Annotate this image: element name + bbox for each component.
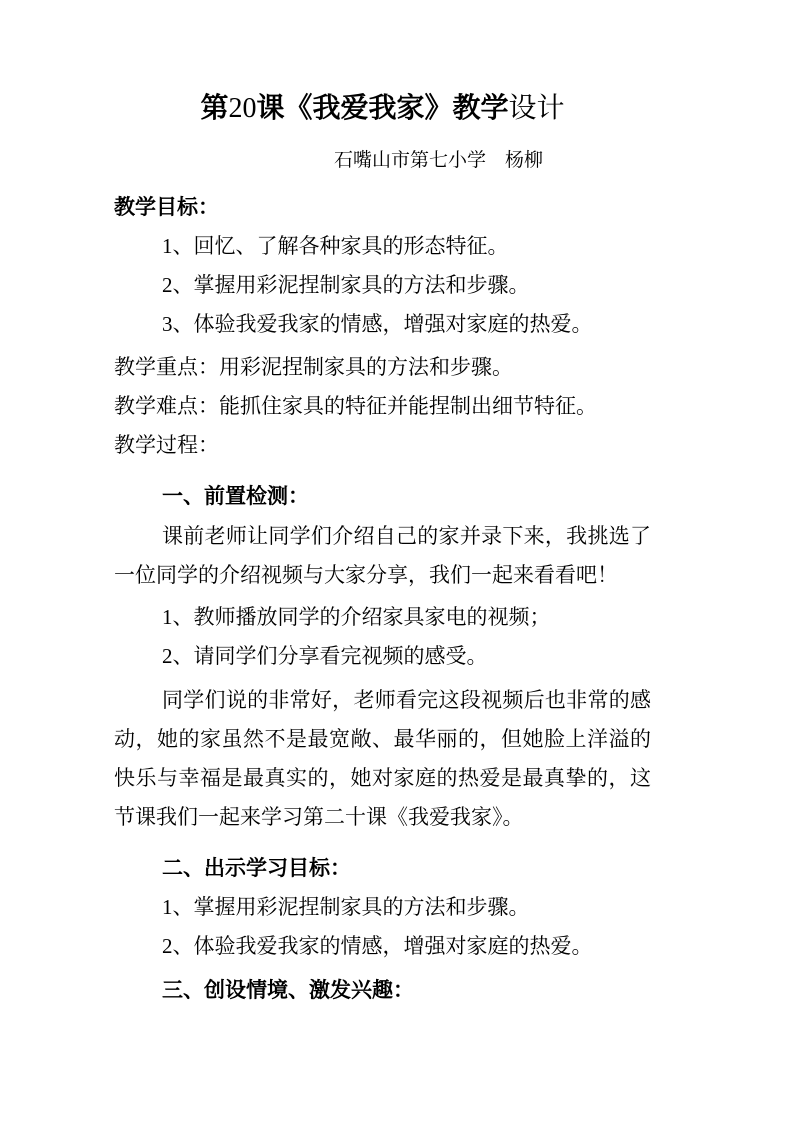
document-title [114,88,651,129]
part-two-item-1: 1、掌握用彩泥捏制家具的方法和步骤。 [162,895,530,919]
objective-item-1: 1、回忆、了解各种家具的形态特征。 [162,234,509,258]
process-heading: 教学过程： [114,433,219,457]
objective-item-2: 2、掌握用彩泥捏制家具的方法和步骤。 [162,273,530,297]
part-one-item-1: 1、教师播放同学的介绍家具家电的视频； [162,605,551,629]
part-one-heading: 一、前置检测： [162,485,309,508]
part-three-heading: 三、创设情境、激发兴趣： [162,979,414,1002]
title-main: 课《我爱我家》教学 [256,92,509,123]
key-point-line: 教学重点：用彩泥捏制家具的方法和步骤。 [114,355,513,379]
title-lesson-number: 20 [228,93,257,124]
title-prefix: 第 [200,92,229,123]
part-two-item-2: 2、体验我爱我家的情感，增强对家庭的热爱。 [162,934,593,958]
part-one-paragraph: 课前老师让同学们介绍自己的家并录下来，我挑选了一位同学的介绍视频与大家分享，我们一起来看看吧！ [114,524,651,587]
part-one-closing-paragraph: 同学们说的非常好，老师看完这段视频后也非常的感动，她的家虽然不是最宽敞、最华丽的，但她脸上洋溢的快乐与幸福是最真实的，她对家庭的热爱是最真挚的，这节课我们一起来学习第二十课《我爱我家》。 [114,688,651,829]
objectives-heading: 教学目标： [114,196,219,219]
difficult-point-line: 教学难点：能抓住家具的特征并能捏制出细节特征。 [114,394,597,418]
part-one-item-2: 2、请同学们分享看完视频的感受。 [162,644,488,668]
part-two-heading: 二、出示学习目标： [162,857,351,880]
title-suffix: 设计 [508,93,565,124]
objective-item-3: 3、体验我爱我家的情感，增强对家庭的热爱。 [162,312,593,336]
author-byline: 石嘴山市第七小学 杨柳 [333,150,543,171]
